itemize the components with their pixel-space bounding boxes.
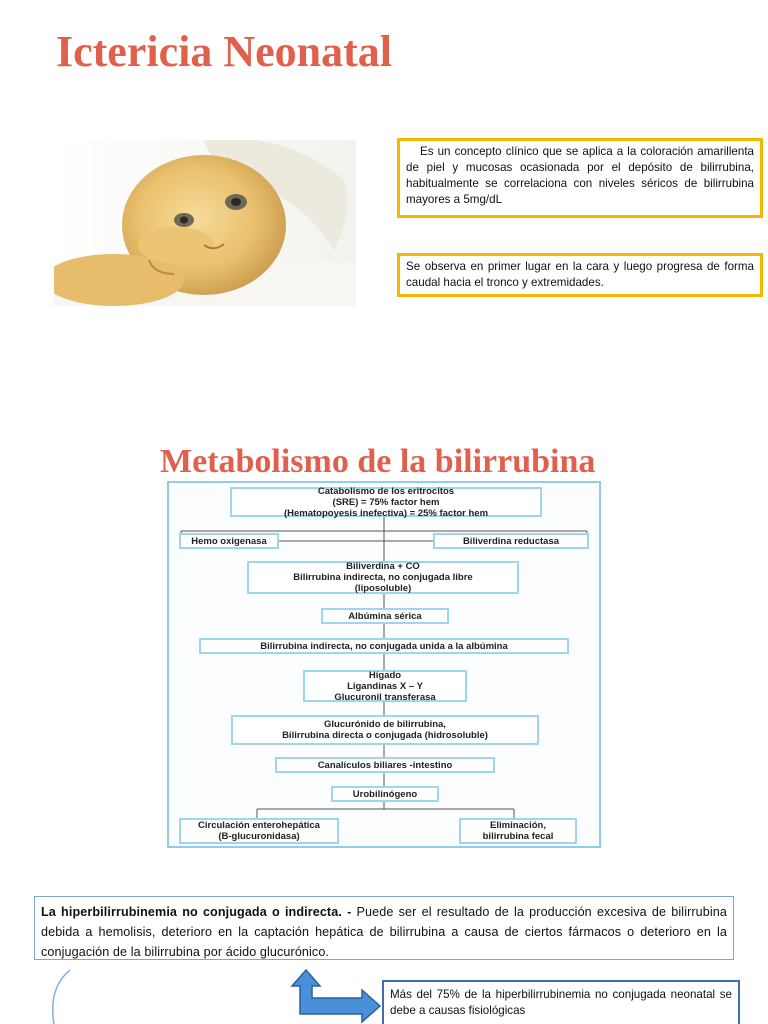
flow-node-text: Glucurónido de bilirrubina, bbox=[324, 719, 446, 730]
flow-node-text: Hemo oxigenasa bbox=[191, 535, 267, 547]
definition-text: Es un concepto clínico que se aplica a la coloración amarillenta de piel y mucosas ocasionada por el depósito de bilirrubina, habitualmente se correlaciona con niveles séricos de bilirrubina mayores a 5mg/dL bbox=[406, 145, 754, 206]
flow-node-albumin bbox=[321, 608, 449, 624]
flow-node-hemo-oxygenase bbox=[179, 533, 279, 549]
progression-text: Se observa en primer lugar en la cara y luego progresa de forma caudal hacia el tronco y extremidades. bbox=[406, 260, 754, 289]
baby-photo bbox=[54, 140, 356, 306]
flow-node-text: (B-glucuronidasa) bbox=[218, 831, 300, 842]
flow-node-fecal-elimination bbox=[459, 818, 577, 844]
flow-node-glucuronide bbox=[231, 715, 539, 745]
flow-node-text: Albúmina sérica bbox=[348, 610, 422, 622]
flow-node-text: Biliverdina reductasa bbox=[462, 535, 560, 547]
flow-node-text: Canalículos biliares -intestino bbox=[317, 759, 453, 771]
flow-node-text: (SRE) = 75% factor hem bbox=[332, 496, 440, 508]
physiologic-causes-box bbox=[382, 980, 740, 1024]
flow-node-canaliculi bbox=[275, 757, 495, 773]
bilirubin-flowchart bbox=[167, 481, 601, 848]
hyperbilirubinemia-body: Puede ser el resultado de la producción excesiva de bilirrubina debida a hemolisis, deterioro en la captación hepática de bilirrubina a causa de ciertos fármacos o deterioro en la conjugación de la bilirrubina por ácido glucurónico. bbox=[41, 905, 727, 959]
hyperbilirubinemia-box bbox=[34, 896, 734, 960]
flow-node-text: Bilirrubina directa o conjugada (hidrosoluble) bbox=[282, 730, 488, 741]
section-title: Metabolismo de la bilirrubina bbox=[160, 443, 596, 480]
physiologic-causes-text: Más del 75% de la hiperbilirrubinemia no conjugada neonatal se debe a causas fisiológicas bbox=[390, 988, 732, 1017]
flow-node-text: Hígado bbox=[368, 669, 402, 681]
hyperbilirubinemia-text bbox=[41, 902, 727, 962]
flow-node-liver bbox=[303, 670, 467, 702]
flow-node-text: Glucuronil transferasa bbox=[334, 691, 436, 703]
flow-node-urobilinogen bbox=[331, 786, 439, 802]
progression-box bbox=[397, 253, 763, 297]
flow-node-text: Bilirrubina indirecta, no conjugada libre bbox=[293, 572, 473, 583]
flow-node-enterohepatic bbox=[179, 818, 339, 844]
hyperbilirubinemia-heading: La hiperbilirrubinemia no conjugada o indirecta. - bbox=[41, 905, 352, 919]
flow-node-text: Bilirrubina indirecta, no conjugada unida a la albúmina bbox=[260, 640, 508, 652]
flow-node-biliverdin bbox=[247, 561, 519, 594]
page-title: Ictericia Neonatal bbox=[56, 27, 392, 76]
bent-arrow-icon bbox=[290, 968, 382, 1024]
flow-node-text: Urobilinógeno bbox=[352, 788, 418, 800]
flow-node-text: bilirrubina fecal bbox=[482, 831, 554, 842]
flow-node-text: Ligandinas X – Y bbox=[347, 680, 423, 692]
flow-node-text: (Hematopoyesis inefectiva) = 25% factor hem bbox=[283, 507, 489, 519]
decorative-arc bbox=[40, 968, 80, 1024]
flow-node-biliverdin-reductase bbox=[433, 533, 589, 549]
flow-node-text: Circulación enterohepática bbox=[198, 820, 320, 831]
flow-node-catabolism bbox=[230, 487, 542, 517]
flow-node-text: Eliminación, bbox=[490, 820, 546, 831]
flow-node-text: (liposoluble) bbox=[354, 583, 412, 594]
flow-node-bound-bilirubin bbox=[199, 638, 569, 654]
flow-node-text: Catabolismo de los eritrocitos bbox=[317, 485, 455, 497]
flow-node-text: Biliverdina + CO bbox=[346, 561, 420, 572]
definition-box bbox=[397, 138, 763, 218]
